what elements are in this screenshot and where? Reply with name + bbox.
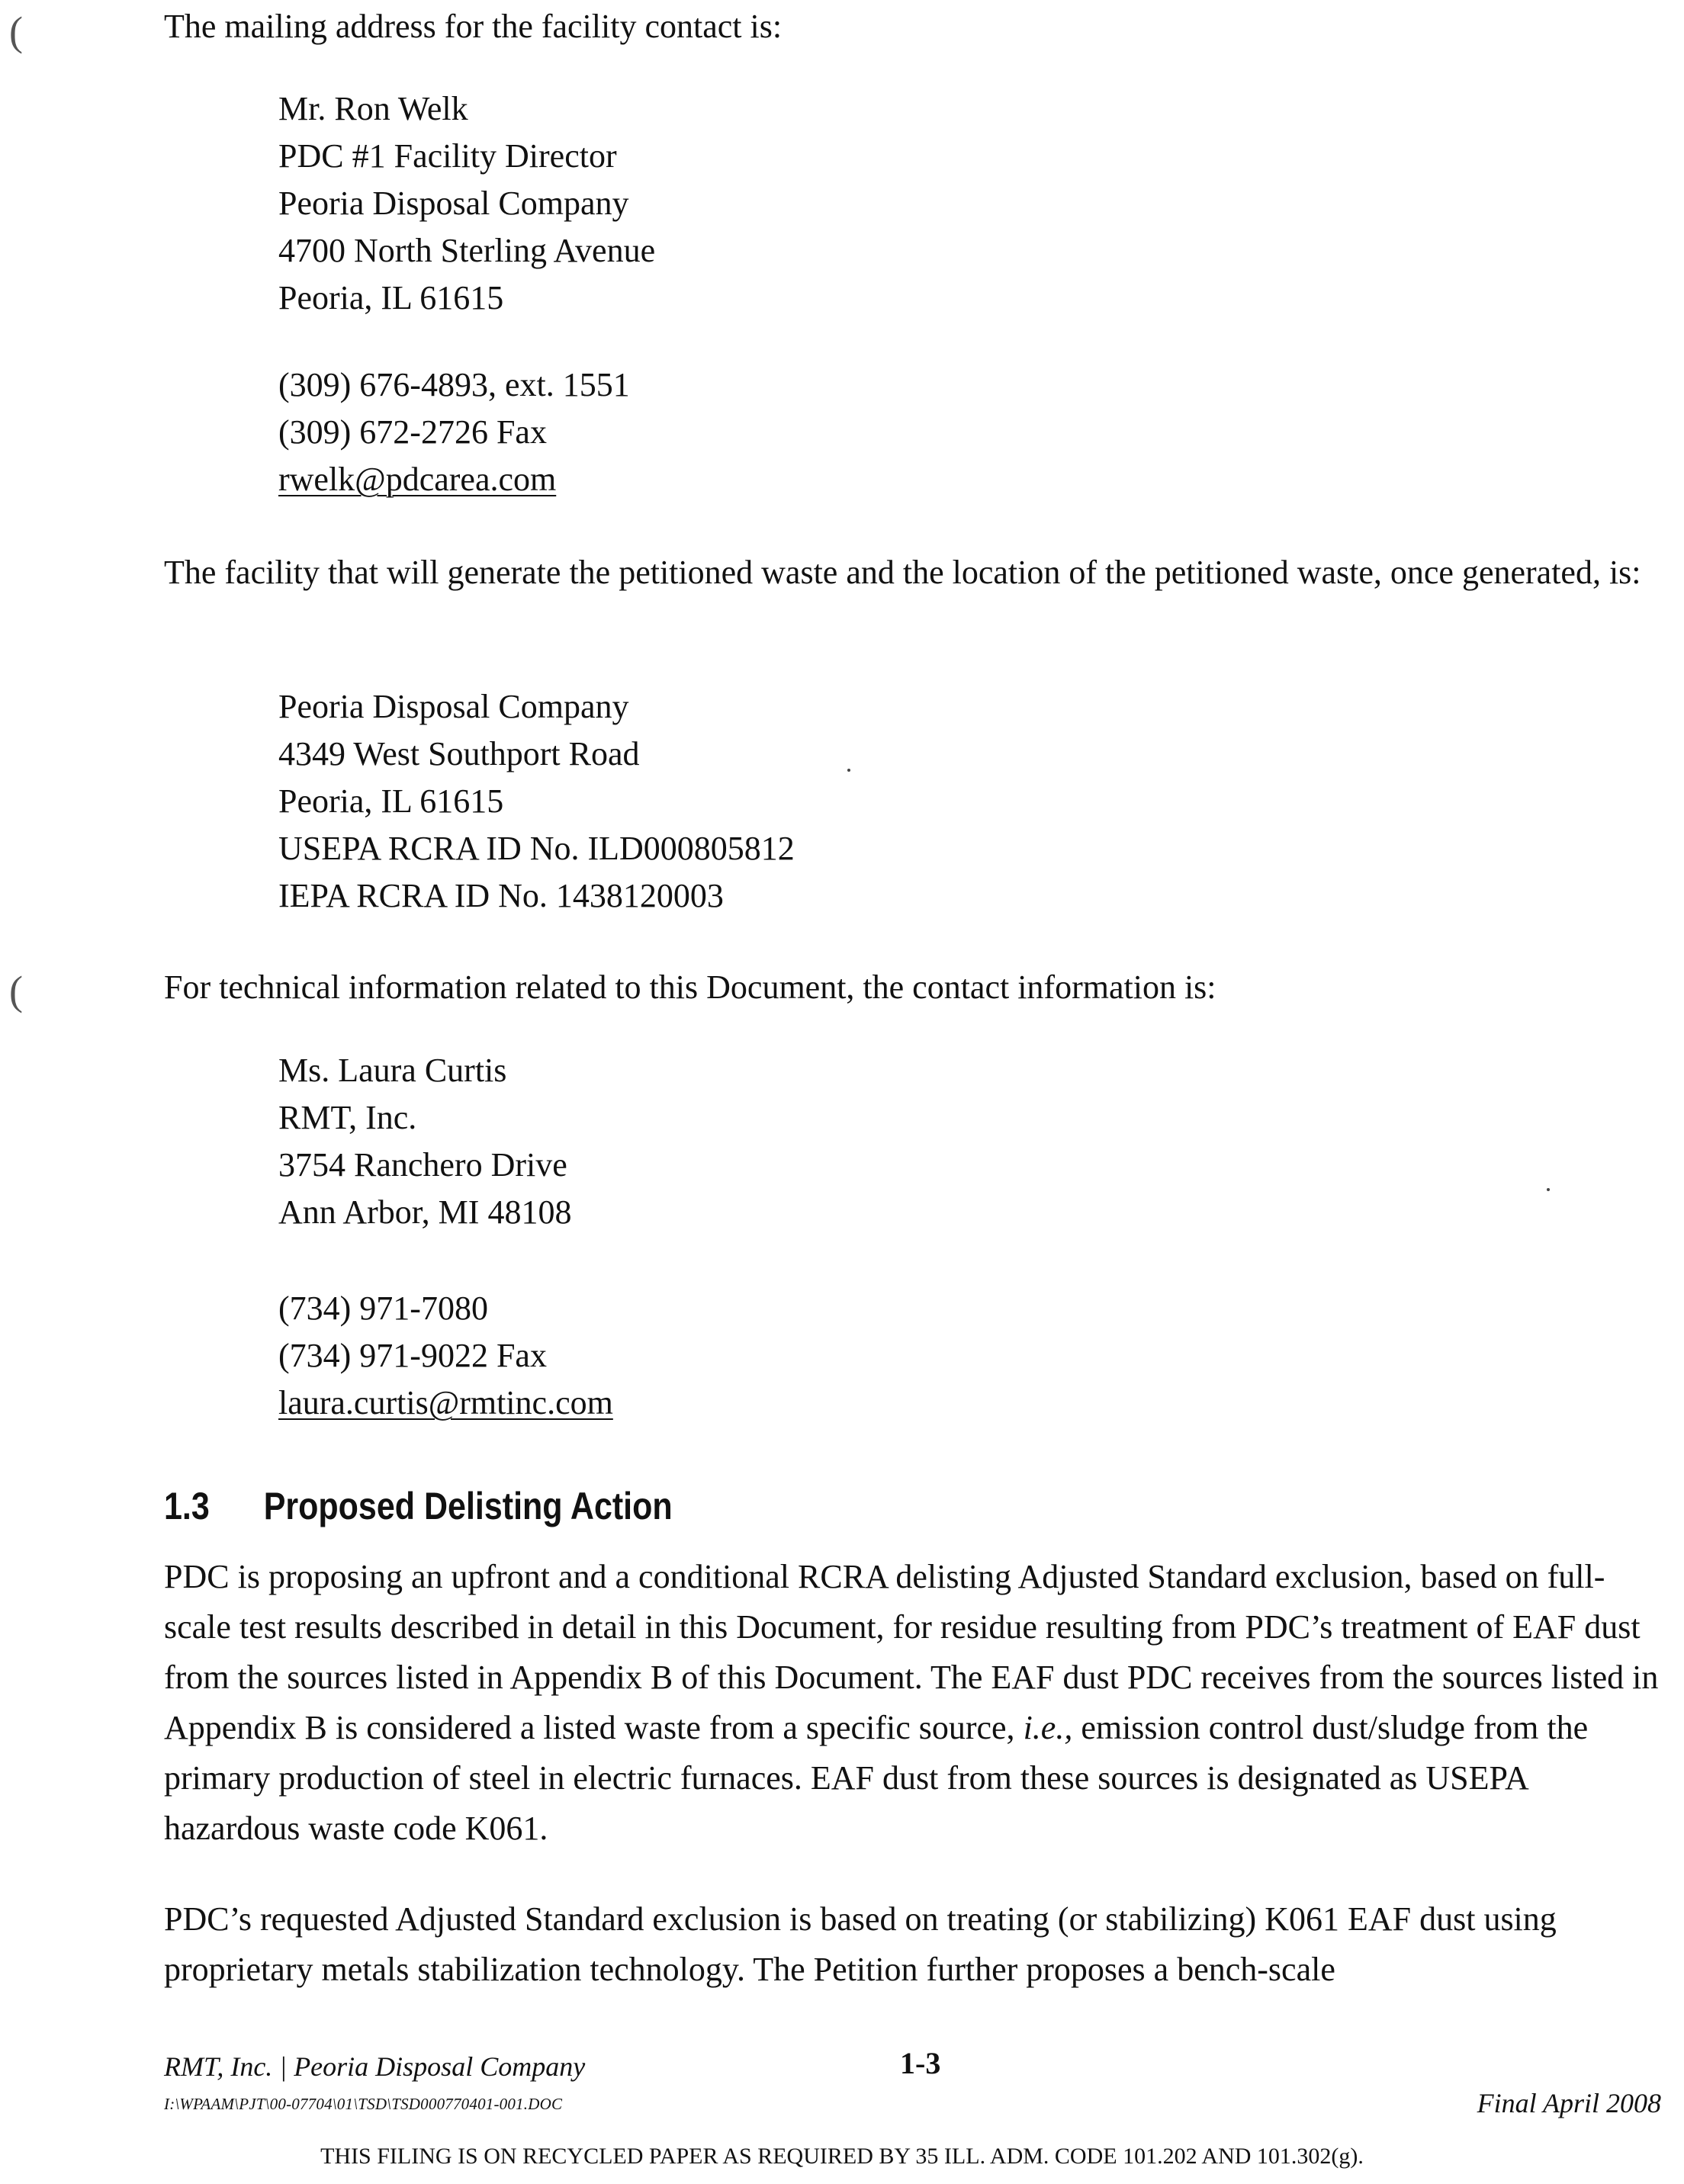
- generating-facility-block: [278, 683, 795, 920]
- footer-revision: Final April 2008: [1477, 2088, 1661, 2118]
- section-heading: [164, 1481, 673, 1531]
- tech-contact-phone: (734) 971-7080: [278, 1290, 488, 1327]
- technical-contact-phone-block: [278, 1285, 613, 1427]
- scan-speck: [847, 769, 850, 772]
- section-title: Proposed Delisting Action: [263, 1485, 673, 1527]
- contact-email-link[interactable]: rwelk@pdcarea.com: [278, 461, 557, 498]
- contact-phone: (309) 676-4893, ext. 1551: [278, 366, 630, 403]
- italic-ie: i.e.,: [1023, 1709, 1073, 1746]
- facility-name: Peoria Disposal Company: [278, 688, 629, 725]
- contact-fax: (309) 672-2726 Fax: [278, 413, 547, 451]
- intro-technical-text: For technical information related to this Document, the contact information is:: [164, 968, 1216, 1006]
- contact-title: PDC #1 Facility Director: [278, 137, 617, 175]
- recycled-paper-notice: THIS FILING IS ON RECYCLED PAPER AS REQUIRED BY 35 ILL. ADM. CODE 101.202 AND 101.302(g).: [320, 2144, 1364, 2169]
- contact-name: Mr. Ron Welk: [278, 90, 468, 127]
- technical-contact-block: [278, 1047, 571, 1236]
- contact-city: Peoria, IL 61615: [278, 279, 504, 316]
- margin-paren-mark: (: [9, 8, 23, 54]
- intro-facility-text: The facility that will generate the petitioned waste and the location of the petitioned waste, once generated, is:: [164, 554, 1641, 591]
- tech-contact-company: RMT, Inc.: [278, 1099, 417, 1136]
- facility-city: Peoria, IL 61615: [278, 782, 504, 820]
- footer-company: RMT, Inc. | Peoria Disposal Company: [164, 2051, 586, 2082]
- scan-speck: [1547, 1188, 1550, 1191]
- intro-mailing-text: The mailing address for the facility contact is:: [164, 8, 783, 45]
- contact-street: 4700 North Sterling Avenue: [278, 232, 656, 269]
- footer-file-path: I:\WPAAM\PJT\00-07704\01\TSD\TSD000770401-001.DOC: [164, 2095, 563, 2113]
- tech-contact-street: 3754 Ranchero Drive: [278, 1146, 567, 1184]
- facility-street: 4349 West Southport Road: [278, 735, 640, 772]
- tech-contact-city: Ann Arbor, MI 48108: [278, 1193, 572, 1231]
- page-number: 1-3: [900, 2046, 941, 2080]
- tech-contact-fax: (734) 971-9022 Fax: [278, 1337, 547, 1374]
- section-paragraph-1: PDC is proposing an upfront and a conditional RCRA delisting Adjusted Standard exclusion, based on full-scale test results described in detail in this Document, for residue resulting from PDC’s treatment of EAF dust from the sources listed in Appendix B of this Document. The EAF dust PDC receives from the sources listed in Appendix B is considered a listed waste from a specific source, i.e., emission control dust/sludge from the primary production of steel in electric furnaces. EAF dust from these sources is designated as USEPA hazardous waste code K061.: [164, 1558, 1659, 1847]
- usepa-rcra-id: USEPA RCRA ID No. ILD000805812: [278, 830, 795, 867]
- margin-paren-mark: (: [9, 968, 23, 1013]
- tech-contact-email-link[interactable]: laura.curtis@rmtinc.com: [278, 1384, 613, 1421]
- section-number: 1.3: [164, 1485, 210, 1527]
- tech-contact-name: Ms. Laura Curtis: [278, 1052, 507, 1089]
- facility-contact-block: [278, 85, 655, 322]
- facility-contact-phone-block: [278, 361, 630, 503]
- section-paragraph-2: PDC’s requested Adjusted Standard exclusion is based on treating (or stabilizing) K061 EAF dust using proprietary metals stabilization technology. The Petition further proposes a bench-scale: [164, 1900, 1557, 1988]
- iepa-rcra-id: IEPA RCRA ID No. 1438120003: [278, 877, 724, 914]
- contact-company: Peoria Disposal Company: [278, 185, 629, 222]
